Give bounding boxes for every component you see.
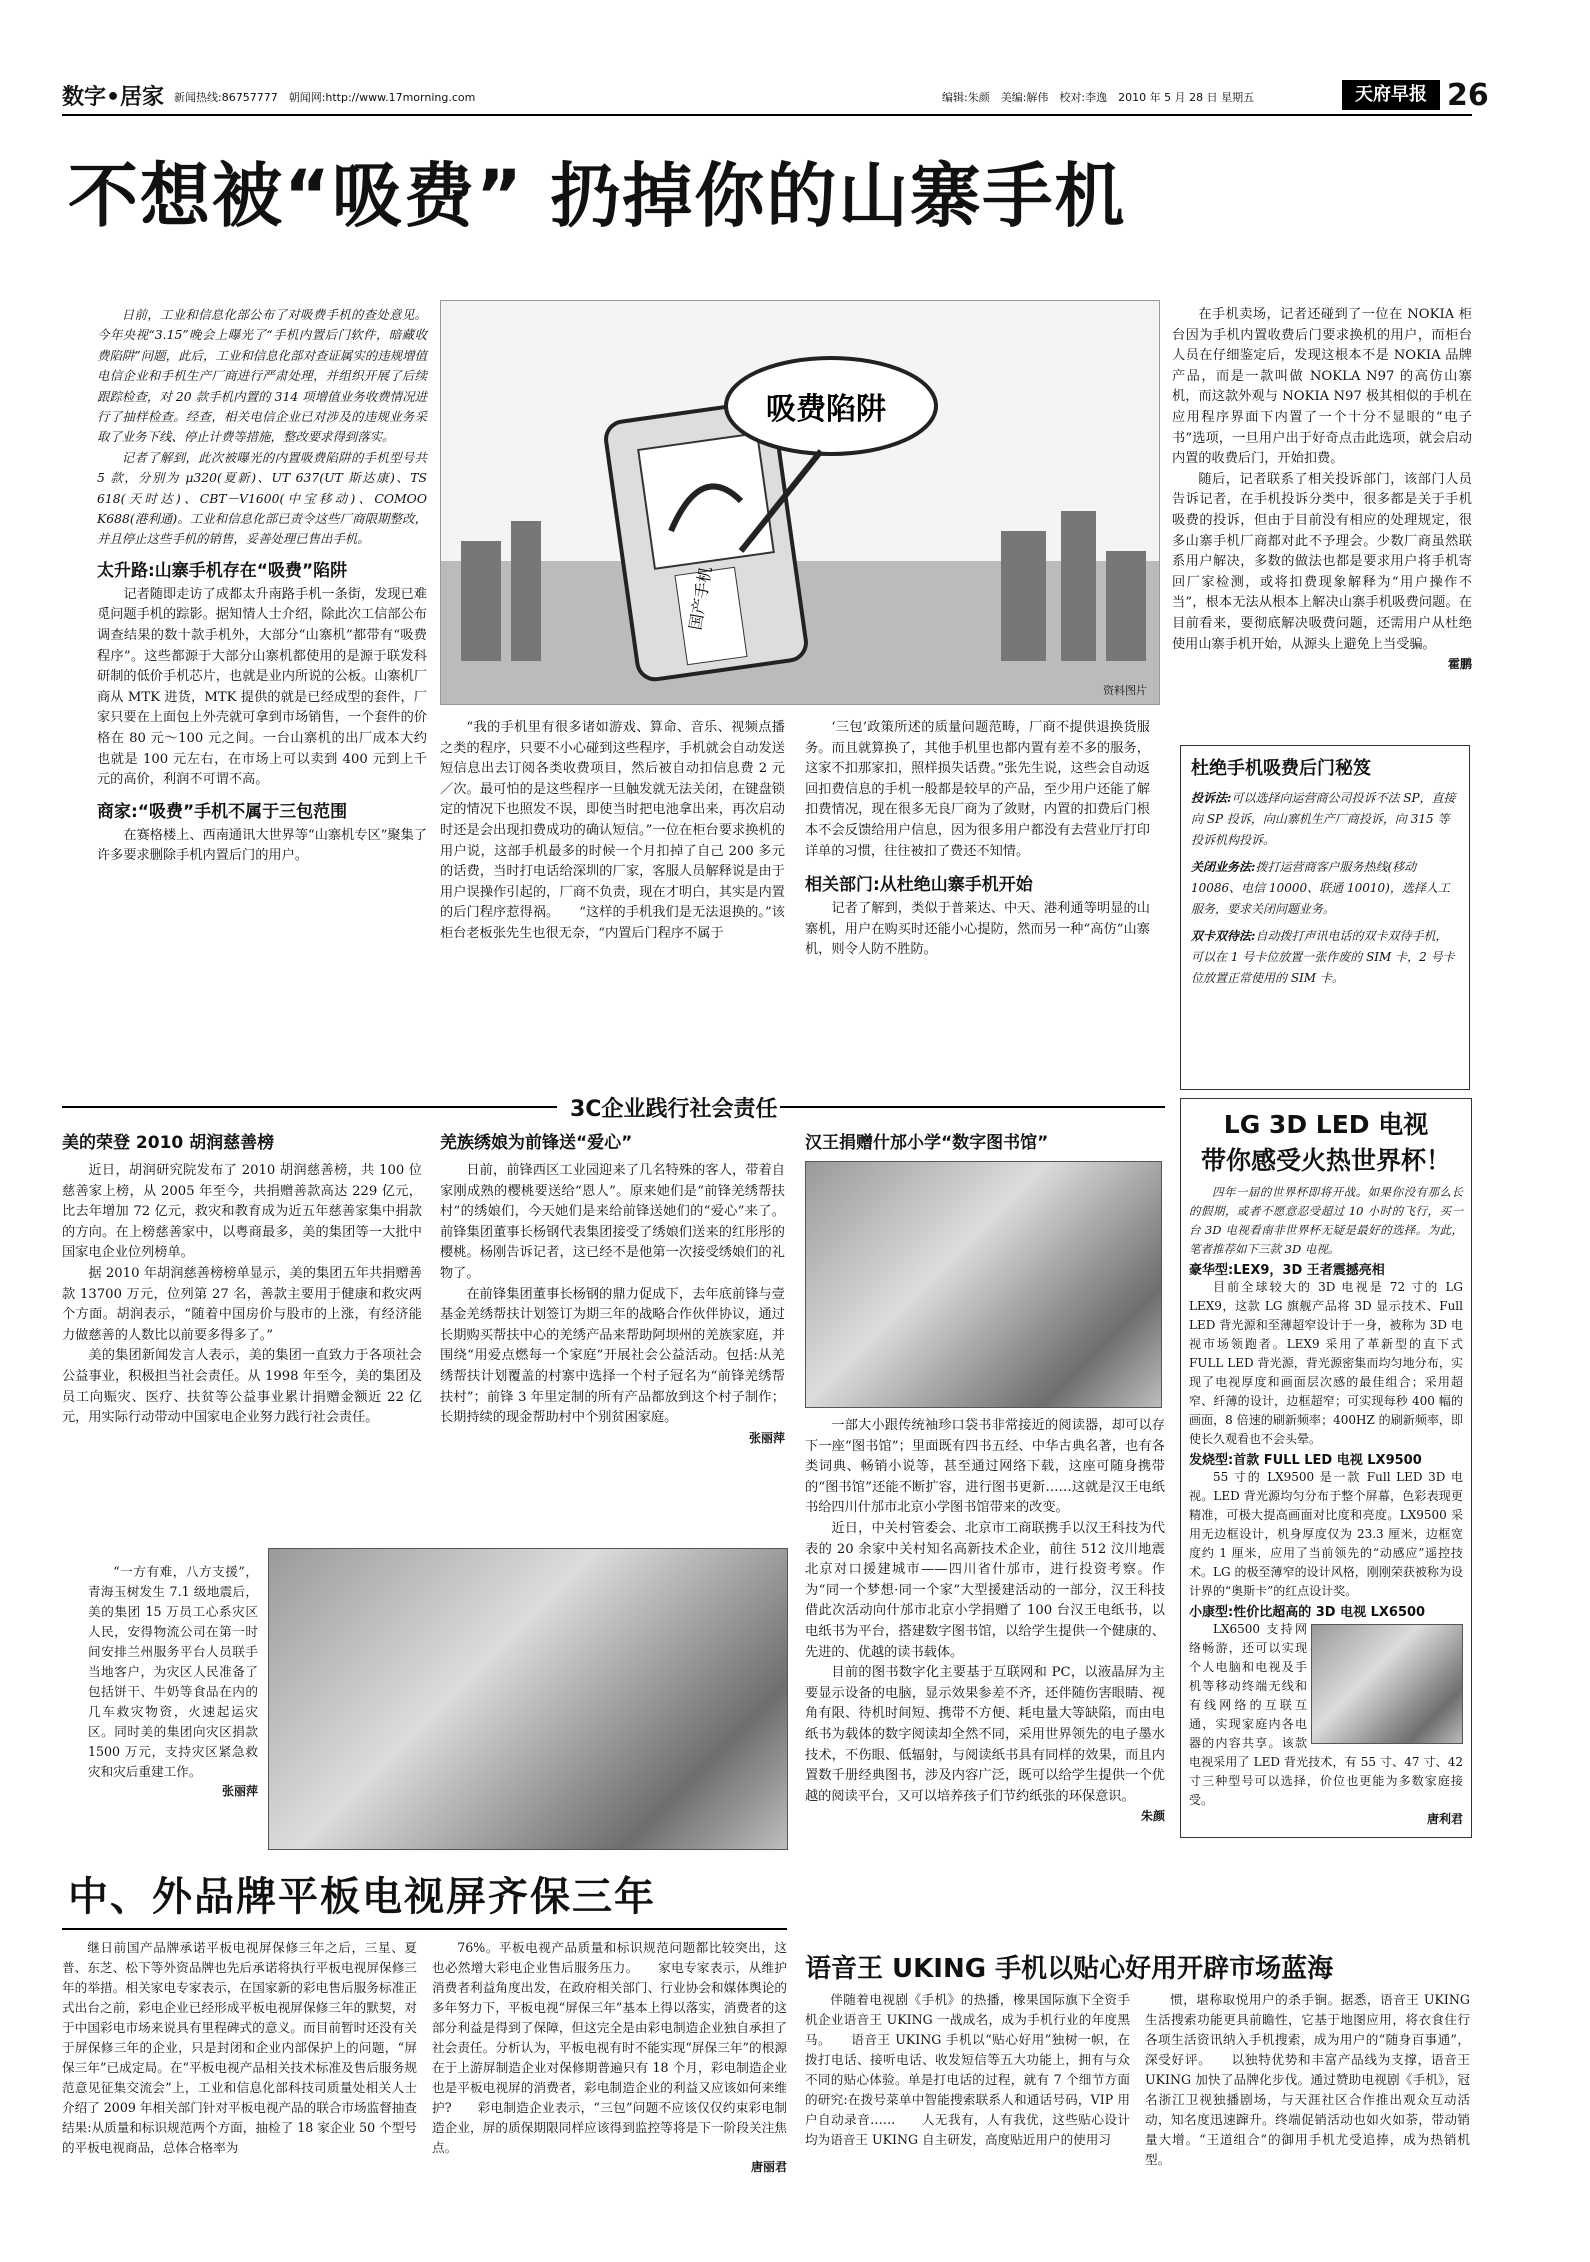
lg-paragraph: 55 寸的 LX9500 是一款 Full LED 3D 电视。LED 背光源均匀分布于整个屏幕，色彩表现更精准，可极大提高画面对比度和亮度。LX9500 采用无边框设计，机身厚度仅为 23.3 厘米，边框宽度约 1 厘米，应用了当前领先的“动感应”遥控技术。LG 的极至薄窄的设计风格，刚刚荣获被称为设计界的“奥斯卡”的红点设计奖。 [1189, 1470, 1463, 1598]
cartoon-illustration [440, 300, 1160, 705]
cartoon-svg [441, 301, 1160, 705]
uking-paragraph: 惯，堪称取悦用户的杀手锏。据悉，语音王 UKING 生活搜索功能更具前瞻性，它基于地图应用，将衣食住行各项生活资讯纳入手机搜索，成为用户的“随身百事通”，深受好评。 以独特优势和丰富产品线为支撑，语音王 UKING 加快了品牌化步伐。通过赞助电视剧《手机》，冠名浙江卫视独播剧场，与天涯社区合作推出观众互动活动，知名度迅速蹿升。终端促销活动也如火如荼，带动销量大增。“王道组合”的御用手机尤受追捧，成为热销机型。 [1145, 1992, 1470, 2167]
tip-item [1191, 857, 1459, 920]
article-paragraph: 美的集团新闻发言人表示，美的集团一直致力于各项社会公益事业，积极担当社会责任。从 1998 年至今，美的集团及员工向赈灾、医疗、扶贫等公益事业累计捐赠金额近 22 亿元，用实际行动带动中国家电企业努力践行社会责任。 [62, 1348, 422, 1426]
intro-paragraph-2: 记者了解到，此次被曝光的内置吸费陷阱的手机型号共 5 款，分别为 μ320(夏新)、UT 637(UT 斯达康)、TS 618(天时达)、CBT－V1600(中宝移动)、COMOO K688(港利通)。工业和信息化部已责令这些厂商限期整改，并且停止这些手机的销售，妥善处理已售出手机。 [97, 449, 427, 547]
uking-headline: 语音王 UKING 手机以贴心好用开辟市场蓝海 [805, 1954, 1334, 1984]
newspaper-logo: 天府早报 [1342, 80, 1440, 110]
tips-box [1180, 745, 1470, 1090]
trap-label: 吸费陷阱 [766, 392, 886, 427]
flat-rule [62, 1928, 787, 1930]
article-paragraph: 近日，胡润研究院发布了 2010 胡润慈善榜，共 100 位慈善家上榜，从 2005 年至今，共捐赠善款高达 229 亿元，比去年增加 72 亿元，救灾和教育成为近五年慈善家集中捐款的方向。在上榜慈善家中，以粤商最多，美的集团等一大批中国家电企业位列榜单。 [62, 1163, 422, 1261]
lead-byline: 霍鹏 [1447, 657, 1472, 672]
page-number: 26 [1447, 78, 1489, 113]
hotline-text: 新闻热线:86757777 朝闻网:http://www.17morning.com [174, 91, 476, 104]
lg-subhead: 小康型:性价比超高的 3D 电视 LX6500 [1189, 1605, 1426, 1620]
tip-item [1191, 788, 1459, 851]
lg-byline: 唐利君 [1426, 1812, 1463, 1826]
subhead-bumen: 相关部门:从杜绝山寨手机开始 [805, 875, 1033, 896]
article-paragraph: 目前的图书数字化主要基于互联网和 PC，以液晶屏为主要显示设备的电脑，显示效果参差不齐，还伴随伤害眼睛、视角有限、待机时间短、携带不方便、耗电量大等缺陷，而由电纸书为载体的数字阅读却全然不同，采用世界领先的电子墨水技术，不伤眼、低辐射，与阅读纸书具有同样的效果，而且内置数千册经典图书，涉及内容广泛，既可以给学生提供一个优越的阅读平台，又可以培养孩子们节约纸张的环保意识。 [805, 1665, 1165, 1804]
flat-paragraph: 继日前国产品牌承诺平板电视屏保修三年之后，三星、夏普、东芝、松下等外资品牌也先后承诺将执行平板电视屏保修三年的举措。相关家电专家表示，在国家新的彩电售后服务标准正式出台之前，彩电企业已经形成平板电视屏保修三年的默契，对于中国彩电市场来说具有里程碑式的意义。而目前暂时还没有关于屏保修三年的企业，只是封闭和企业内部保护上的问题，“屏保三年”已成定局。在“平板电视产品相关技术标准及售后服务规范意见征集交流会”上，工业和信息化部科技司质量处相关人士介绍了 2009 年相关部门针对平板电视产品的联合市场监督抽查结果:从质量和标识规范两个方面，抽检了 18 家企业 50 个型号的平板电视商品，总体合格率为 [62, 1940, 417, 2155]
tip-key: 关闭业务法: [1191, 860, 1256, 874]
paragraph-col3: ‘三包’政策所述的质量问题范畴，厂商不提供退换货服务。而且就算换了，其他手机里也都内置有差不多的服务，这家不扣那家扣，照样损失话费。”张先生说，这些会自动返回扣费信息的手机一般都是较早的产品，至少用户还能了解扣费情况，现在很多无良厂商为了敛财，内置的扣费后门根本不会反馈给用户信息，因为很多用户都没有去营业厅打印详单的习惯，往往被扣了费还不知情。 [805, 720, 1150, 859]
paragraph-taishenglu: 记者随即走访了成都太升南路手机一条街，发现已难觅问题手机的踪影。据知情人士介绍，除此次工信部公布调查结果的数十款手机外，大部分“山寨机”都带有“吸费程序”。这些都源于大部分山寨机都使用的是源于联发科研制的低价手机芯片，也就是业内所说的公板。山寨机厂商从 MTK 进货，MTK 提供的就是已经成型的套件，厂家只要在上面包上外壳就可拿到市场销售，一个套件的价格在 80 元～100 元之间。一台山寨机的出厂成本大约也就是 100 元左右，在市场上可以卖到 400 元到上千元的高价，利润不可谓不高。 [97, 586, 427, 788]
article-title: 美的荣登 2010 胡润慈善榜 [62, 1133, 275, 1153]
intro-paragraph-1: 日前，工业和信息化部公布了对吸费手机的查处意见。今年央视“3.15”晚会上曝光了“手机内置后门软件，暗藏收费陷阱”问题，此后，工业和信息化部对查证属实的违规增值电信企业和手机生产厂商进行严肃处理，并组织开展了后续跟踪检查，对 20 款手机内置的 314 项增值业务收费情况进行了抽样检查。经查，相关电信企业已对涉及的违规业务采取了业务下线、停止计费等措施，整改要求得到落实。 [97, 307, 427, 445]
lead-column-4 [1172, 305, 1472, 672]
article-title: 汉王捐赠什邡小学“数字图书馆” [805, 1133, 1049, 1153]
section-title: 数字•居家 [62, 85, 165, 110]
uking-paragraph: 伴随着电视剧《手机》的热播，橡果国际旗下全资手机企业语音王 UKING 一战成名，成为手机行业的年度黑马。 语音王 UKING 手机以“贴心好用”独树一帜，在拨打电话、接听电话、收发短信等五大功能上，拥有与众不同的贴心体验。单是打电话的过程，就有 7 个细节方面的研究:在拨号菜单中智能搜索联系人和通话号码，VIP 用户自动录音…… 人无我有，人有我优，这些贴心设计均为语音王 UKING 自主研发，高度贴近用户的使用习 [805, 1992, 1130, 2147]
article-title: 羌族绣娘为前锋送“爱心” [440, 1133, 633, 1153]
uking-column-2 [1145, 1990, 1470, 2170]
article-paragraph: 一部大小跟传统袖珍口袋书非常接近的阅读器，却可以存下一座“图书馆”；里面既有四书五经、中华古典名著，也有各类词典、畅销小说等，甚至通过网络下载，这座可随身携带的“图书馆”还能不断扩容，进行图书更新……这就是汉王电纸书给四川什邡市北京小学图书馆带来的改变。 [805, 1418, 1165, 1516]
article-paragraph: “一方有难，八方支援”，青海玉树发生 7.1 级地震后，美的集团 15 万员工心系灾区人民，安得物流公司在第一时间安排兰州服务平台人员联手当地客户，为灾区人民准备了包括饼干、牛奶等食品在内的几车救灾物资，火速起运灾区。同时美的集团向灾区捐款 1500 万元，支持灾区紧急救灾和灾后重建工作。 [88, 1564, 258, 1779]
photo-lg-tv [1311, 1624, 1463, 1744]
lg-paragraph: 目前全球较大的 3D 电视是 72 寸的 LG LEX9，这款 LG 旗舰产品将 3D 显示技术、Full LED 背光源和至薄超窄设计于一身，被称为 3D 电视市场领跑者。LEX9 采用了革新型的直下式 FULL LED 背光源，背光源密集而均匀地分布，实现了电视厚度和画面层次感的最佳组合；采用超窄、纤薄的设计，边框超窄；可实现每秒 400 幅的画面，8 倍速的刷新频率；400HZ 的刷新频率，即使长久观看也不会头晕。 [1189, 1280, 1463, 1446]
tip-value: 自动拨打声讯电话的双卡双待手机，可以在 1 号卡位放置一张作废的 SIM 卡，2 号卡位放置正常使用的 SIM 卡。 [1191, 929, 1455, 985]
article-paragraph: 日前，前锋西区工业园迎来了几名特殊的客人，带着自家刚成熟的樱桃要送给“恩人”。原来她们是“前锋羌绣帮扶村”的绣娘们，今天她们是来给前锋送她们的“爱心”来了。前锋集团董事长杨钢代表集团接受了绣娘们送来的红彤彤的樱桃。杨刚告诉记者，这已经不是他第一次接受绣娘们的礼物了。 [440, 1163, 785, 1281]
lg-title-2: 带你感受火热世界杯！ [1200, 1146, 1451, 1175]
csr-rule-right [780, 1106, 1165, 1108]
lead-column-2 [440, 718, 785, 945]
uking-column-1 [805, 1990, 1130, 2150]
paragraph-col2: “我的手机里有很多诸如游戏、算命、音乐、视频点播之类的程序，只要不小心碰到这些程序，手机就会自动发送短信息出去订阅各类收费项目，然后被自动扣信息费 2 元／次。最可怕的是这些程序一旦触发就无法关闭，在键盘锁定的情况下也照发不误，即使当时把电池拿出来，再次启动时还是会出现扣费成功的确认短信。”一位在柜台要求换机的用户说，这部手机最多的时候一个月扣掉了自己 200 多元的话费，当时打电话给深圳的厂家，客服人员解释说是由于用户误操作引起的，厂商不负责，现在才明白，其实是内置的后门程序惹得祸。 “这样的手机我们是无法退换的。”该柜台老板张先生也很无奈，“内置后门程序不属于 [440, 720, 785, 941]
photo-embroidery [268, 1548, 788, 1850]
paragraph-col4-2: 随后，记者联系了相关投诉部门，该部门人员告诉记者，在手机投诉分类中，很多都是关于手机吸费的投诉，但由于目前没有相应的处理规定，很多山寨手机厂商都对此不予理会。少数厂商虽然联系用户解决，多数的做法也都是要求用户将手机寄回厂家检测，或将扣费现象解释为“用户操作不当”，根本无法从根本上解决山寨手机吸费问题。在目前看来，要彻底解决吸费问题，还需用户从杜绝使用山寨手机开始，从源头上避免上当受骗。 [1172, 471, 1472, 652]
lg-paragraph: LX6500 支持网络畅游，还可以实现个人电脑和电视及手机等移动终端无线和有线网络的互联互通，实现家庭内各电器的内容共享。该款电视采用了 LED 背光技术，有 55 寸、47 寸、42 寸三种型号可以选择，价位也更能为多数家庭接受。 [1189, 1622, 1463, 1807]
article-byline: 张丽萍 [221, 1784, 258, 1798]
illustration-caption: 资料图片 [1103, 684, 1147, 697]
article-hanwang [805, 1128, 1165, 1824]
lead-column-3 [805, 718, 1150, 961]
lg-title-1: LG 3D LED 电视 [1223, 1110, 1429, 1139]
paragraph-shangjia: 在赛格楼上、西南通讯大世界等“山寨机专区”聚集了许多要求删除手机内置后门的用户。 [97, 827, 427, 864]
article-qiang [440, 1128, 785, 1446]
page-header [62, 78, 1489, 116]
lg-subhead: 发烧型:首款 FULL LED 电视 LX9500 [1189, 1453, 1422, 1468]
lg-box [1180, 1098, 1472, 1838]
header-rule [62, 114, 1472, 116]
tip-item [1191, 926, 1459, 989]
article-byline: 张丽萍 [748, 1430, 785, 1445]
tip-value: 可以选择向运营商公司投诉不法 SP，直接向 SP 投诉，向山寨机生产厂商投诉，向 315 等投诉机构投诉。 [1191, 791, 1456, 847]
lead-headline: 不想被“吸费” 扔掉你的山寨手机 [68, 155, 1127, 237]
editor-credits: 编辑:朱颜 美编:解伟 校对:李逸 2010 年 5 月 28 日 星期五 [942, 91, 1255, 104]
paragraph-col4-1: 在手机卖场，记者还碰到了一位在 NOKIA 柜台因为手机内置收费后门要求换机的用户，而柜台人员在仔细鉴定后，发现这根本不是 NOKIA 品牌产品，而是一款叫做 NOKLA N97 的高仿山寨机，而这款外观与 NOKIA N97 极其相似的手机在应用程序界面下内置了一个十分不显眼的“电子书”选项，一旦用户出于好奇点击此选项，就会启动内置的收费后门，开始扣费。 [1172, 307, 1472, 467]
lg-subhead: 豪华型:LEX9，3D 王者震撼亮相 [1189, 1263, 1385, 1278]
lead-column-1 [97, 305, 427, 867]
article-paragraph: 在前锋集团董事长杨钢的鼎力促成下，去年底前锋与壹基金羌绣帮扶计划签订为期三年的战略合作伙伴协议，通过长期购买帮扶中心的羌绣产品来帮助阿坝州的羌族家庭，并围绕“用爱点燃每一个家庭”开展社会公益活动。包括:从羌绣帮扶计划覆盖的村寨中选择一个村子冠名为“前锋羌绣帮扶村”；前锋 3 年里定制的所有产品都放到这个村子制作；长期持续的现金帮助村中个别贫困家庭。 [440, 1286, 785, 1426]
flat-tv-headline: 中、外品牌平板电视屏齐保三年 [68, 1874, 656, 1920]
lg-intro: 四年一届的世界杯即将开战。如果你没有那么长的假期，或者不愿意忍受超过 10 小时的飞行，买一台 3D 电视看南非世界杯无疑是最好的选择。为此，笔者推荐如下三款 3D 电视。 [1189, 1185, 1463, 1256]
flat-column-2 [432, 1938, 787, 2175]
article-byline: 朱颜 [1140, 1809, 1165, 1824]
paragraph-bumen: 记者了解到，类似于普莱达、中天、港利通等明显的山寨机，用户在购买时还能小心提防，然而另一种“高仿”山寨机，则令人防不胜防。 [805, 901, 1150, 958]
flat-byline: 唐丽君 [750, 2160, 787, 2174]
tips-title: 杜绝手机吸费后门秘笈 [1191, 758, 1371, 779]
flat-paragraph: 76%。平板电视产品质量和标识规范问题都比较突出，这也必然增大彩电企业售后服务压力。 家电专家表示，从维护消费者利益角度出发，在政府相关部门、行业协会和媒体舆论的多年努力下，平板电视“屏保三年”基本上得以落实，消费者的这部分利益是得到了保障，但这完全是由彩电制造企业独自承担了社会责任。分析认为，平板电视有时不能实现“屏保三年”的根源在于上游屏制造企业对保修期普遍只有 18 个月，彩电制造企业也是平板电视屏的消费者，彩电制造企业的利益又应该如何来维护? 彩电制造企业表示，“三包”问题不应该仅仅约束彩电制造企业，屏的质保期限同样应该得到监控等将是下一阶段关注焦点。 [432, 1940, 787, 2155]
tip-key: 双卡双待法: [1191, 929, 1256, 943]
photo-library [805, 1161, 1162, 1408]
phone-label: 国产手机 [685, 565, 716, 632]
tip-value: 拨打运营商客户服务热线(移动 10086、电信 10000、联通 10010)，选择人工服务，要求关闭问题业务。 [1191, 860, 1450, 916]
article-midea [62, 1128, 422, 1429]
subhead-taishenglu: 太升路:山寨手机存在“吸费”陷阱 [97, 560, 348, 581]
article-paragraph: 据 2010 年胡润慈善榜榜单显示，美的集团五年共捐赠善款 13700 万元，位列第 27 名，善款主要用于健康和救灾两个方面。胡润表示，“随着中国房价与股市的上涨，有经济能力做慈善的人数比以前要多得多了。” [62, 1265, 422, 1343]
article-midea-cont [88, 1562, 258, 1799]
csr-banner: 3C企业践行社会责任 [570, 1097, 778, 1122]
subhead-shangjia: 商家:“吸费”手机不属于三包范围 [97, 801, 348, 822]
flat-column-1 [62, 1938, 417, 2158]
tip-key: 投诉法: [1191, 791, 1232, 805]
article-paragraph: 近日，中关村管委会、北京市工商联携手以汉王科技为代表的 20 余家中关村知名高新技术企业，前往 512 汶川地震北京对口援建城市——四川省什邡市，进行投资考察。作为“同一个梦想·同一个家”大型援建活动的一部分，汉王科技借此次活动向什邡市北京小学捐赠了 100 台汉王电纸书，以电纸书为平台，搭建数字图书馆，以给学生提供一个健康的、先进的、优越的读书载体。 [805, 1520, 1165, 1660]
csr-rule-left [62, 1106, 557, 1108]
